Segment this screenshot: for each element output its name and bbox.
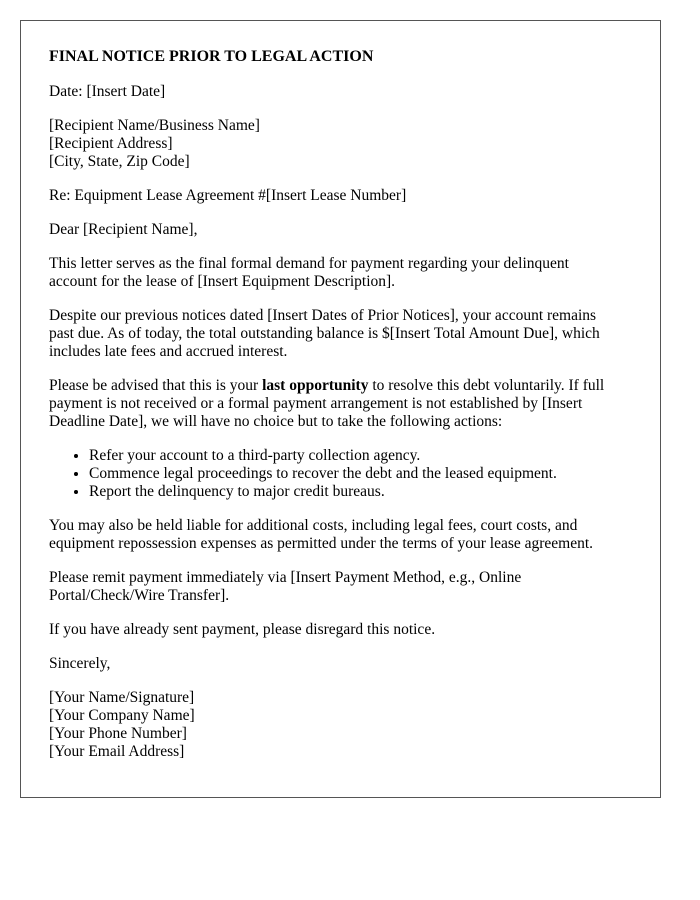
recipient-block [49, 117, 632, 171]
signature-block [49, 689, 632, 761]
list-item: • Commence legal proceedings to recover the debt and the leased equipment. [89, 465, 632, 483]
paragraph-remit [49, 569, 632, 605]
text-line: Portal/Check/Wire Transfer]. [49, 587, 230, 604]
emphasis-last-opportunity: last opportunity [262, 377, 369, 394]
text-line: Despite our previous notices dated [Insert Dates of Prior Notices], your account remains [49, 307, 597, 324]
text-segment: Please be advised that this is your [49, 377, 263, 394]
paragraph-warning [49, 377, 632, 431]
actions-list [49, 447, 632, 501]
signature-email: [Your Email Address] [49, 743, 185, 760]
text-line: payment is not received or a formal payment arrangement is not established by [Insert [49, 395, 583, 412]
text-segment: to resolve this debt voluntarily. If full [368, 377, 605, 394]
paragraph-disregard: If you have already sent payment, please disregard this notice. [49, 621, 436, 638]
recipient-name: [Recipient Name/Business Name] [49, 117, 260, 134]
list-item: • Refer your account to a third-party collection agency. [89, 447, 632, 465]
text-line: You may also be held liable for additional costs, including legal fees, court costs, and [49, 517, 578, 534]
text-line: Deadline Date], we will have no choice but to take the following actions: [49, 413, 503, 430]
list-item: • Report the delinquency to major credit bureaus. [89, 483, 632, 501]
recipient-city: [City, State, Zip Code] [49, 153, 190, 170]
text-line: past due. As of today, the total outstanding balance is $[Insert Total Amount Due], which [49, 325, 600, 342]
recipient-address: [Recipient Address] [49, 135, 173, 152]
letter-title: FINAL NOTICE PRIOR TO LEGAL ACTION [49, 48, 374, 65]
signature-name: [Your Name/Signature] [49, 689, 195, 706]
salutation: Dear [Recipient Name], [49, 221, 198, 238]
letter [20, 20, 661, 798]
signature-phone: [Your Phone Number] [49, 725, 187, 742]
paragraph-balance [49, 307, 632, 361]
paragraph-demand [49, 255, 632, 291]
paragraph-liability [49, 517, 632, 553]
signature-company: [Your Company Name] [49, 707, 195, 724]
text-line: equipment repossession expenses as permitted under the terms of your lease agreement. [49, 535, 594, 552]
text-line: Please remit payment immediately via [Insert Payment Method, e.g., Online [49, 569, 522, 586]
closing: Sincerely, [49, 655, 111, 672]
text-line: This letter serves as the final formal demand for payment regarding your delinquent [49, 255, 569, 272]
subject-line: Re: Equipment Lease Agreement #[Insert Lease Number] [49, 187, 407, 204]
text-line: account for the lease of [Insert Equipment Description]. [49, 273, 396, 290]
date-line: Date: [Insert Date] [49, 83, 166, 100]
text-line [49, 377, 632, 395]
text-line: includes late fees and accrued interest. [49, 343, 288, 360]
